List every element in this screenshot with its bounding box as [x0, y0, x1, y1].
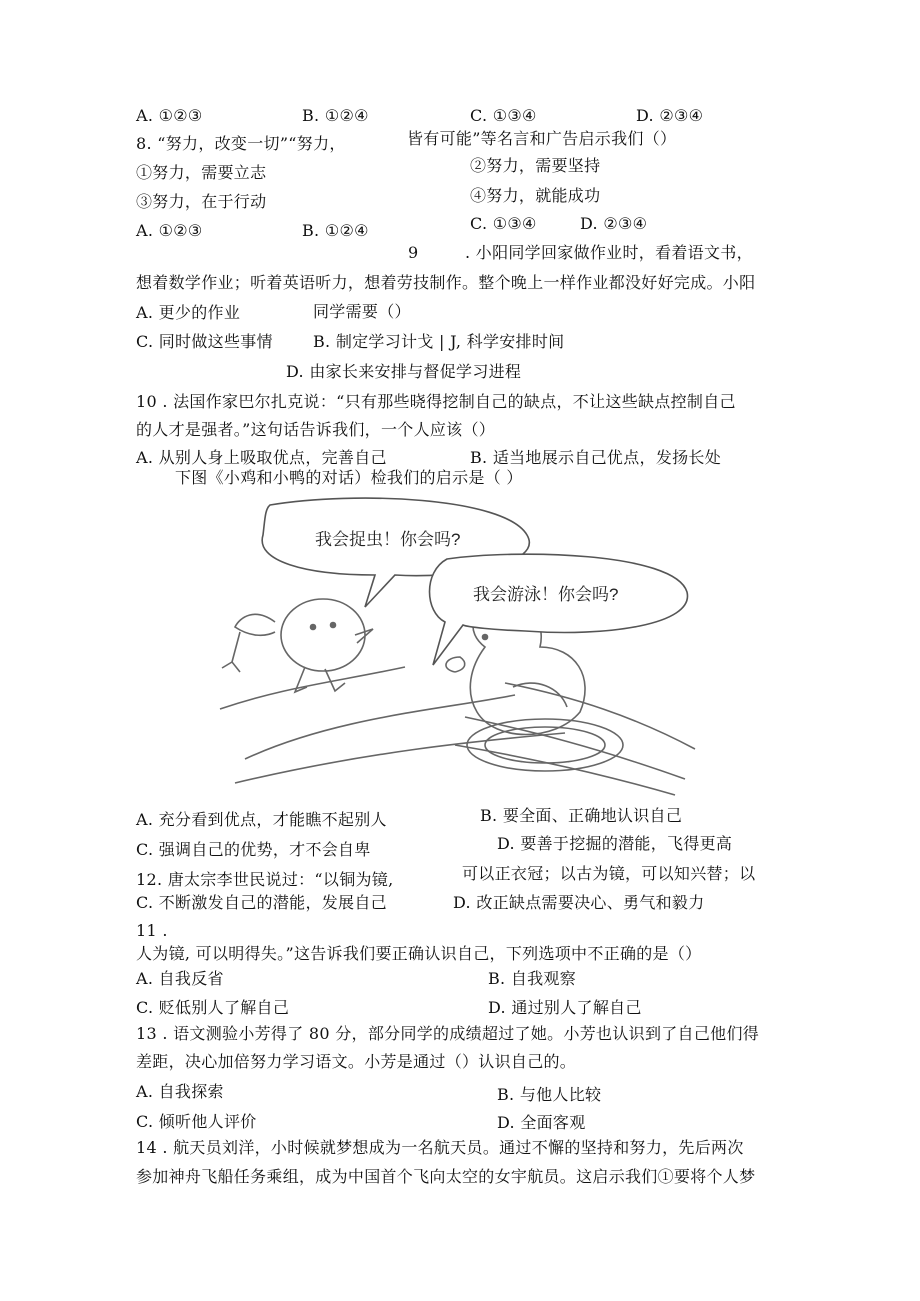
q10-option-d: D. 改正缺点需要决心、勇气和毅力	[453, 893, 705, 912]
q9-option-a: A. 更少的作业	[136, 303, 241, 322]
q11-option-a: A. 充分看到优点，才能瞧不起别人	[136, 810, 387, 829]
q9-number: 9	[408, 243, 419, 262]
q8-item-2: ②努力，需要坚持	[470, 156, 601, 175]
q9-stem-2: 想着数学作业；听着英语听力，想着劳技制作。整个晚上一样作业都没好好完成。小阳	[136, 273, 756, 292]
q12-option-d: D. 通过别人了解自己	[488, 998, 642, 1017]
q13-option-a: A. 自我探索	[136, 1082, 224, 1101]
q12-option-a: A. 自我反省	[136, 969, 224, 988]
q10-option-b: B. 适当地展示自己优点，发扬长处	[470, 448, 722, 467]
q8-stem-left: 8. “努力，改变一切”“努力，	[136, 134, 346, 153]
q8-item-1: ①努力，需要立志	[136, 163, 267, 182]
q12-stem-right: 可以正衣冠；以古为镜，可以知兴替；以	[462, 864, 756, 883]
q9-stem-1: . 小阳同学回家做作业时，看着语文书，	[465, 243, 753, 262]
q9-stem-end: 同学需要（）	[313, 302, 411, 321]
q14-stem-2: 参加神舟飞船任务乘组，成为中国首个飞向太空的女宇航员。这启示我们①要将个人梦	[136, 1167, 756, 1186]
q13-option-c: C. 倾听他人评价	[136, 1112, 257, 1131]
q10-stem-2: 的人才是强者。”这句话告诉我们，一个人应该（）	[136, 420, 496, 439]
q10-stem-1: 10 . 法国作家巴尔扎克说：“只有那些晓得挖制自己的缺点，不让这些缺点控制自己	[136, 392, 736, 411]
q12-option-b: B. 自我观察	[488, 969, 577, 988]
q13-option-d: D. 全面客观	[497, 1113, 586, 1132]
q13-stem-2: 差距，决心加倍努力学习语文。小芳是通过（）认识自己的。	[136, 1052, 577, 1071]
q14-stem-1: 14 . 航天员刘洋，小时候就梦想成为一名航天员。通过不懈的坚持和努力，先后两次	[136, 1138, 744, 1157]
q9-option-d: D. 由家长来安排与督促学习进程	[286, 362, 522, 381]
q7-option-d: D. ②③④	[636, 106, 704, 125]
q11-number: 11 .	[136, 921, 168, 940]
q9-option-b: B. 制定学习计戈 | J, 科学安排时间	[313, 332, 565, 351]
q13-option-b: B. 与他人比较	[497, 1085, 602, 1104]
q8-option-d: D. ②③④	[580, 214, 648, 233]
q8-stem-right: 皆有可能”等名言和广告启示我们（）	[407, 129, 677, 148]
q12-stem-left: 12. 唐太宗李世民说过：“以铜为镜,	[136, 870, 394, 889]
chick-speech-text: 我会捉虫！你会吗?	[315, 530, 461, 549]
q11-option-d: D. 要善于挖掘的潜能，飞得更高	[497, 834, 733, 853]
q8-item-4: ④努力，就能成功	[470, 186, 601, 205]
q9-option-c: C. 同时做这些事情	[136, 332, 273, 351]
q10-option-a: A. 从别人身上吸取优点，完善自己	[136, 448, 387, 467]
q11-option-b: B. 要全面、正确地认识自己	[480, 806, 683, 825]
q8-option-a: A. ①②③	[136, 221, 203, 240]
duck-speech-text: 我会游泳！你会吗?	[473, 585, 619, 604]
chick-duck-illustration	[215, 497, 705, 799]
q8-option-b: B. ①②④	[302, 221, 369, 240]
q11-option-c: C. 强调自己的优势，才不会自卑	[136, 840, 371, 859]
q8-item-3: ③努力，在于行动	[136, 192, 267, 211]
q13-stem-1: 13 . 语文测验小芳得了 80 分，部分同学的成绩超过了她。小芳也认识到了自己他们得	[136, 1024, 760, 1043]
q12-option-c: C. 贬低别人了解自己	[136, 998, 290, 1017]
q8-option-c: C. ①③④	[470, 214, 537, 233]
q7-option-b: B. ①②④	[302, 106, 369, 125]
q12-stem-2: 人为镜, 可以明得失。”这告诉我们要正确认识自己，下列选项中不正确的是（）	[136, 944, 702, 963]
q7-option-a: A. ①②③	[136, 106, 203, 125]
q7-option-c: C. ①③④	[470, 106, 537, 125]
q10-option-c: C. 不断激发自己的潜能，发展自己	[136, 893, 387, 912]
picture-caption: 下图《小鸡和小鸭的对话）检我们的启示是（ ）	[175, 468, 523, 487]
